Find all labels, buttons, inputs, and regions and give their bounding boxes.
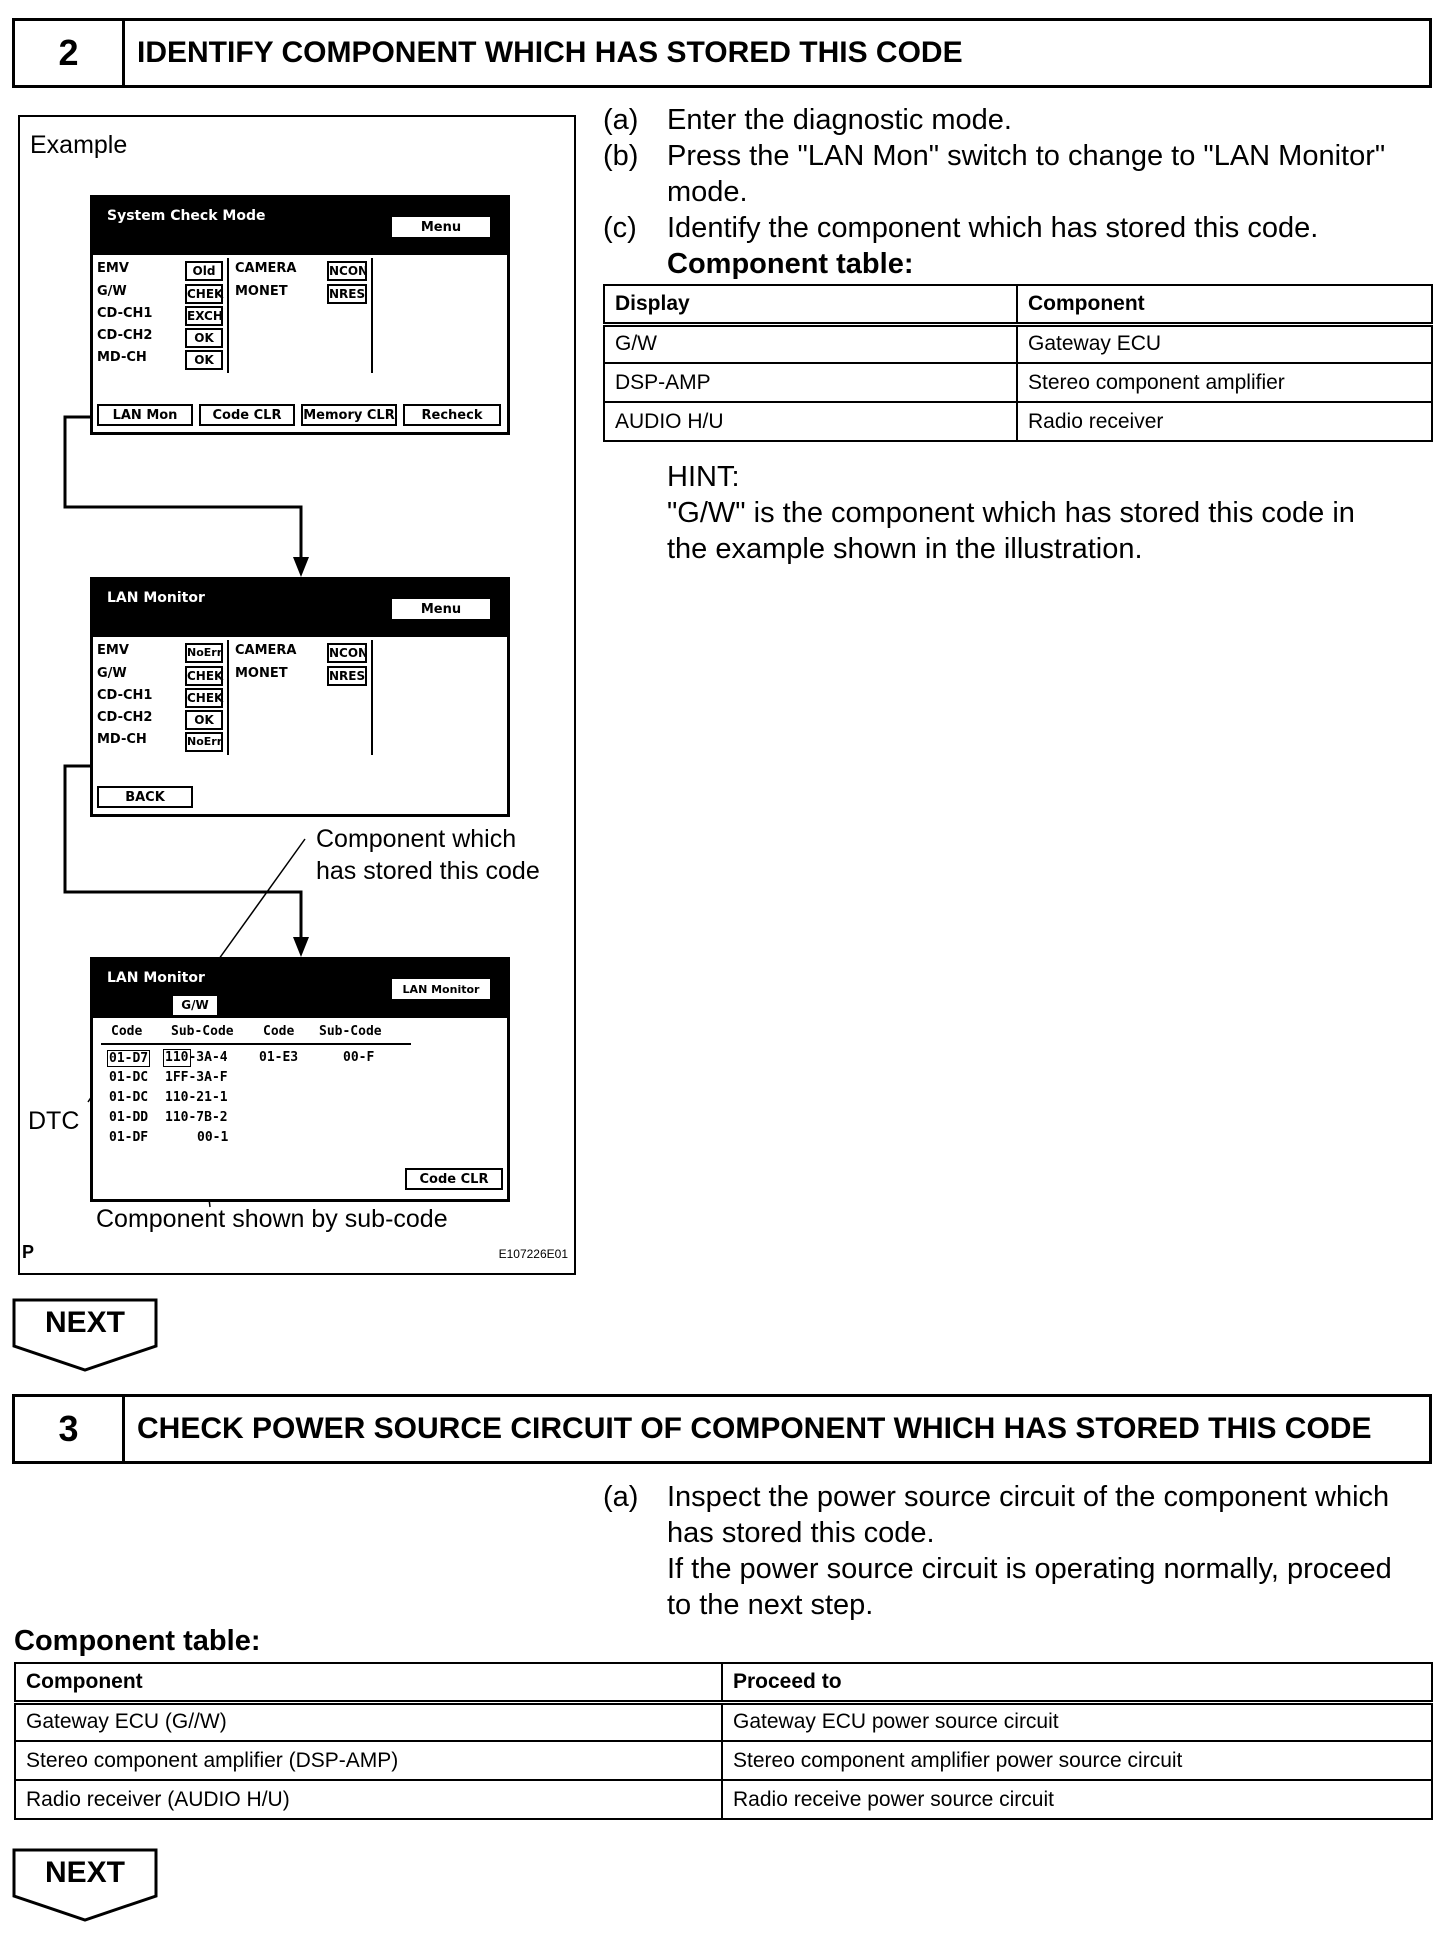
table-cell: Radio receiver (AUDIO H/U): [15, 1780, 722, 1819]
step-number: 2: [15, 21, 125, 85]
status-box: NCON: [327, 261, 367, 281]
table-cell: Stereo component amplifier (DSP-AMP): [15, 1741, 722, 1780]
hint-text: "G/W" is the component which has stored this code in: [667, 497, 1355, 529]
row-name: MONET: [235, 284, 288, 299]
instruction-text: mode.: [667, 176, 748, 208]
status-box: NCON: [327, 643, 367, 663]
row-name: G/W: [97, 284, 127, 299]
row-name: MD-CH: [97, 732, 147, 747]
sub-code: 110-21-1: [165, 1090, 228, 1105]
lan-monitor-detail-screen: [90, 957, 510, 1202]
table-cell: Gateway ECU power source circuit: [722, 1702, 1432, 1741]
status-box: NoErr: [185, 643, 223, 663]
next-label: NEXT: [44, 1306, 125, 1339]
menu-button[interactable]: Menu: [391, 598, 491, 620]
screen-title: System Check Mode: [107, 208, 266, 224]
row-name: G/W: [97, 666, 127, 681]
example-label: Example: [30, 131, 128, 159]
screen-title: LAN Monitor: [107, 970, 205, 986]
step-title: IDENTIFY COMPONENT WHICH HAS STORED THIS CODE: [137, 36, 963, 69]
column-header: Sub-Code: [171, 1024, 234, 1039]
sub-code: 00-F: [343, 1050, 375, 1065]
status-box: OK: [185, 350, 223, 370]
code-clr-button[interactable]: Code CLR: [199, 404, 295, 426]
dtc-code: 01-D7: [109, 1051, 149, 1066]
sub-code: 110-7B-2: [165, 1110, 228, 1125]
table-row: [604, 363, 1432, 402]
instruction-text: to the next step.: [667, 1589, 874, 1621]
table-row: [15, 1741, 1432, 1780]
screen-title: LAN Monitor: [107, 590, 205, 606]
row-name: CAMERA: [235, 261, 297, 276]
table-cell: DSP-AMP: [604, 363, 1017, 402]
hint-text: the example shown in the illustration.: [667, 533, 1143, 565]
instruction-letter: (c): [603, 212, 637, 244]
table-cell: Stereo component amplifier: [1017, 363, 1432, 402]
component-table: [603, 284, 1433, 442]
instruction-text: Enter the diagnostic mode.: [667, 104, 1012, 136]
next-button[interactable]: [12, 1298, 158, 1372]
instruction-letter: (a): [603, 1481, 639, 1513]
dtc-code: 01-E3: [259, 1050, 299, 1065]
proceed-table: [14, 1662, 1433, 1820]
instruction-text: Identify the component which has stored this code.: [667, 212, 1319, 244]
dtc-code: 01-DF: [109, 1130, 149, 1145]
table-header: Proceed to: [722, 1663, 1432, 1702]
subcode-callout: Component shown by sub-code: [96, 1205, 448, 1233]
sub-code: 00-1: [197, 1130, 229, 1145]
dtc-code: 01-DD: [109, 1110, 149, 1125]
table-title: Component table:: [14, 1625, 261, 1657]
table-header: Component: [15, 1663, 722, 1702]
lan-monitor-button[interactable]: LAN Monitor: [391, 978, 491, 1000]
row-name: MD-CH: [97, 350, 147, 365]
step-number: 3: [15, 1397, 125, 1461]
row-name: CAMERA: [235, 643, 297, 658]
instruction-text: If the power source circuit is operating normally, proceed: [667, 1553, 1392, 1585]
gw-label: G/W: [173, 996, 217, 1015]
table-row: [15, 1702, 1432, 1741]
status-box: EXCH: [185, 306, 223, 326]
table-cell: Gateway ECU (G//W): [15, 1702, 722, 1741]
row-name: CD-CH2: [97, 710, 153, 725]
table-header: Component: [1017, 285, 1432, 324]
instruction-text: has stored this code.: [667, 1517, 935, 1549]
code-clr-button[interactable]: Code CLR: [405, 1168, 503, 1190]
sub-code: 110-3A-4: [165, 1050, 228, 1065]
callout-component: Component which has stored this code: [316, 825, 540, 885]
system-check-screen: [90, 195, 510, 435]
table-row: [15, 1780, 1432, 1819]
next-label: NEXT: [44, 1856, 125, 1889]
back-button[interactable]: BACK: [97, 786, 193, 808]
table-title: Component table:: [667, 248, 914, 280]
status-box: CHEK: [185, 666, 223, 686]
table-cell: Radio receiver: [1017, 402, 1432, 441]
step-2-header: [12, 18, 1432, 88]
table-row: [604, 324, 1432, 363]
row-name: EMV: [97, 261, 129, 276]
dtc-callout: DTC: [28, 1107, 80, 1135]
table-cell: AUDIO H/U: [604, 402, 1017, 441]
table-cell: G/W: [604, 324, 1017, 363]
table-cell: Stereo component amplifier power source circuit: [722, 1741, 1432, 1780]
column-header: Sub-Code: [319, 1024, 382, 1039]
row-name: CD-CH2: [97, 328, 153, 343]
row-name: CD-CH1: [97, 306, 153, 321]
step-3-header: [12, 1394, 1432, 1464]
status-box: NoErr: [185, 732, 223, 752]
hint-label: HINT:: [667, 461, 740, 493]
column-header: Code: [263, 1024, 295, 1039]
corner-mark: P: [22, 1242, 35, 1262]
status-box: NRES: [327, 284, 367, 304]
subcode-highlight: [163, 1049, 191, 1067]
column-header: Code: [111, 1024, 143, 1039]
status-box: OK: [185, 328, 223, 348]
illustration-frame: [18, 115, 576, 1275]
next-button[interactable]: [12, 1848, 158, 1922]
table-row: [604, 402, 1432, 441]
status-box: CHEK: [185, 688, 223, 708]
status-box: OK: [185, 710, 223, 730]
lan-mon-button[interactable]: LAN Mon: [97, 404, 193, 426]
instruction-text: Inspect the power source circuit of the component which: [667, 1481, 1390, 1513]
step-title: CHECK POWER SOURCE CIRCUIT OF COMPONENT WHICH HAS STORED THIS CODE: [137, 1412, 1372, 1445]
instruction-letter: (b): [603, 140, 639, 172]
instruction-text: Press the "LAN Mon" switch to change to "LAN Monitor": [667, 140, 1386, 172]
recheck-button[interactable]: Recheck: [403, 404, 501, 426]
row-name: CD-CH1: [97, 688, 153, 703]
status-box: Old: [185, 261, 223, 281]
figure-id: E107226E01: [498, 1247, 568, 1261]
menu-button[interactable]: Menu: [391, 216, 491, 238]
row-name: MONET: [235, 666, 288, 681]
table-cell: Radio receive power source circuit: [722, 1780, 1432, 1819]
table-header: Display: [604, 285, 1017, 324]
table-cell: Gateway ECU: [1017, 324, 1432, 363]
instruction-letter: (a): [603, 104, 639, 136]
lan-monitor-screen: [90, 577, 510, 817]
status-box: NRES: [327, 666, 367, 686]
status-box: CHEK: [185, 284, 223, 304]
dtc-code: 01-DC: [109, 1070, 149, 1085]
dtc-code: 01-DC: [109, 1090, 149, 1105]
sub-code: 1FF-3A-F: [165, 1070, 228, 1085]
row-name: EMV: [97, 643, 129, 658]
memory-clr-button[interactable]: Memory CLR: [301, 404, 397, 426]
